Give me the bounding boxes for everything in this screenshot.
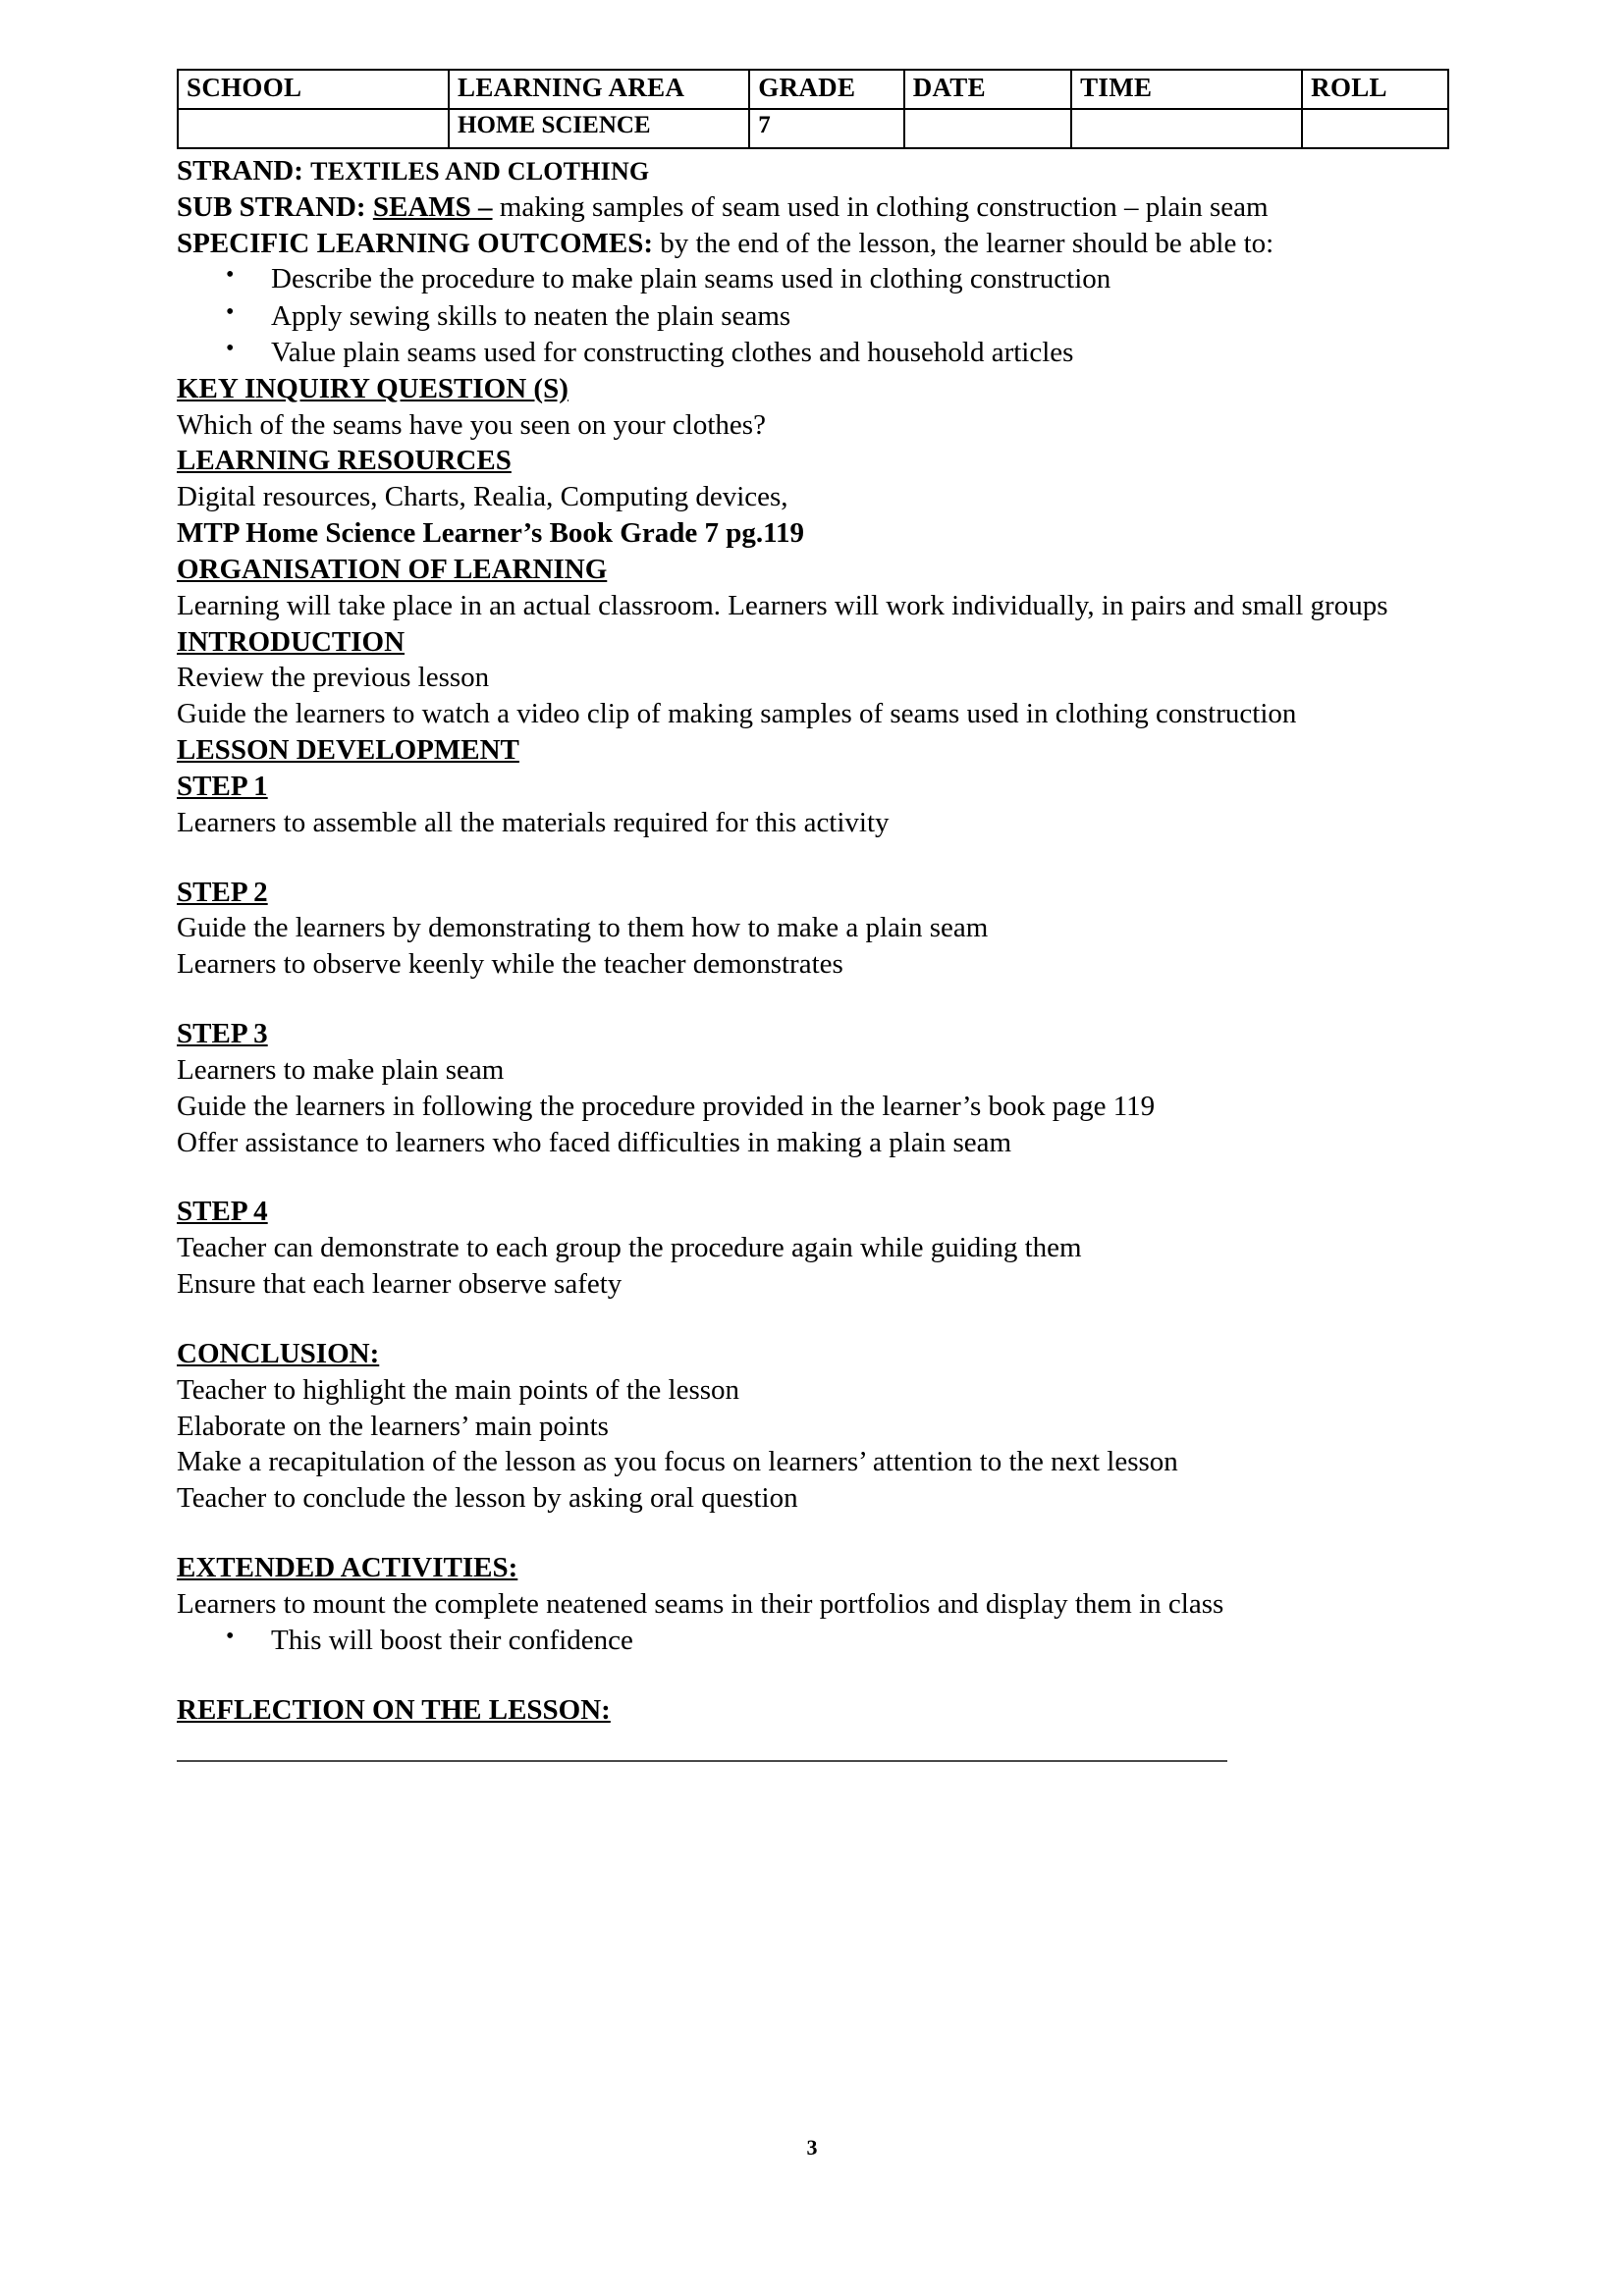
step-3-line-1: Learners to make plain seam [177,1053,505,1086]
outcomes-label: SPECIFIC LEARNING OUTCOMES [177,227,644,259]
table-row [178,109,1448,148]
spacer [177,1303,1453,1336]
spacer [177,1659,1453,1692]
spacer [177,983,1453,1016]
step-1-line-1: Learners to assemble all the materials required for this activity [177,806,890,838]
list-item-label: This will boost their confidence [271,1624,633,1656]
heading-organisation-of-learning: ORGANISATION OF LEARNING [177,553,608,585]
strand-value: TEXTILES AND CLOTHING [310,157,650,186]
strand-colon: : [294,155,303,187]
heading-step-3: STEP 3 [177,1018,268,1050]
table-header-row [178,70,1448,109]
list-item [271,335,1453,371]
sub-strand-line [177,189,1453,226]
cell-date[interactable] [904,109,1071,148]
step-3-line-2: Guide the learners in following the procedure provided in the learner’s book page 119 [177,1090,1156,1122]
column-header-time: TIME [1071,70,1302,109]
list-item-label: Apply sewing skills to neaten the plain seams [271,299,791,332]
lesson-body [177,153,1453,1762]
heading-extended-activities: EXTENDED ACTIVITIES: [177,1552,518,1583]
sub-strand-label: SUB STRAND [177,190,356,223]
heading-introduction: INTRODUCTION [177,625,406,658]
cell-learning-area[interactable]: HOME SCIENCE [449,109,749,148]
key-inquiry-question: Which of the seams have you seen on your clothes? [177,408,766,441]
heading-step-1: STEP 1 [177,770,268,802]
introduction-line-1: Review the previous lesson [177,662,490,694]
lesson-meta-table [177,69,1449,149]
step-4-line-1: Teacher can demonstrate to each group the procedure again while guiding them [177,1232,1082,1264]
extended-activities-list [177,1623,1453,1659]
outcomes-colon: : [643,227,654,259]
list-item-label: Value plain seams used for constructing clothes and household articles [271,336,1074,368]
strand-line [177,153,1453,189]
outcomes-line [177,226,1453,262]
page-number: 3 [806,2135,818,2160]
introduction-line-2: Guide the learners to watch a video clip of making samples of seams used in clothing construction [177,698,1297,730]
heading-learning-resources: LEARNING RESOURCES [177,445,512,477]
conclusion-line-4: Teacher to conclude the lesson by asking oral question [177,1482,798,1515]
cell-school[interactable] [178,109,449,148]
column-header-date: DATE [904,70,1071,109]
heading-lesson-development: LESSON DEVELOPMENT [177,734,519,767]
heading-step-2: STEP 2 [177,876,268,908]
strand-label: STRAND [177,155,295,187]
heading-conclusion: CONCLUSION: [177,1337,380,1369]
spacer [177,841,1453,875]
cell-roll[interactable] [1302,109,1448,148]
outcomes-lead: by the end of the lesson, the learner should be able to: [660,227,1274,259]
column-header-learning-area: LEARNING AREA [449,70,749,109]
list-item [271,298,1453,335]
step-3-line-3: Offer assistance to learners who faced difficulties in making a plain seam [177,1126,1012,1158]
cell-grade[interactable]: 7 [749,109,903,148]
spacer [177,1517,1453,1550]
learning-resources-textbook: MTP Home Science Learner’s Book Grade 7 pg.119 [177,517,804,550]
extended-activities-line-1: Learners to mount the complete neatened seams in their portfolios and display them in class [177,1587,1224,1620]
list-item-label: Describe the procedure to make plain seams used in clothing construction [271,263,1111,295]
column-header-school: SCHOOL [178,70,449,109]
step-2-line-1: Guide the learners by demonstrating to them how to make a plain seam [177,912,989,944]
conclusion-line-1: Teacher to highlight the main points of the lesson [177,1373,740,1406]
conclusion-line-3: Make a recapitulation of the lesson as you focus on learners’ attention to the next lesson [177,1446,1178,1478]
step-4-line-2: Ensure that each learner observe safety [177,1268,623,1301]
heading-key-inquiry: KEY INQUIRY QUESTION (S) [177,372,568,404]
heading-reflection: REFLECTION ON THE LESSON: [177,1693,611,1726]
step-2-line-2: Learners to observe keenly while the teacher demonstrates [177,948,843,981]
sub-strand-value: making samples of seam used in clothing construction – plain seam [499,190,1269,223]
outcomes-list [177,261,1453,370]
spacer [177,1160,1453,1194]
page-content [177,69,1453,1762]
column-header-grade: GRADE [749,70,903,109]
learning-resources-list: Digital resources, Charts, Realia, Computing devices, [177,481,788,513]
reflection-write-in-rule[interactable] [177,1760,1227,1762]
conclusion-line-2: Elaborate on the learners’ main points [177,1410,609,1442]
sub-strand-keyword: SEAMS – [372,190,493,223]
list-item [271,1623,1453,1659]
organisation-text: Learning will take place in an actual classroom. Learners will work individually, in pairs and small groups [177,589,1388,621]
cell-time[interactable] [1071,109,1302,148]
list-item [271,261,1453,297]
heading-step-4: STEP 4 [177,1196,268,1228]
column-header-roll: ROLL [1302,70,1448,109]
sub-strand-colon: : [355,190,366,223]
